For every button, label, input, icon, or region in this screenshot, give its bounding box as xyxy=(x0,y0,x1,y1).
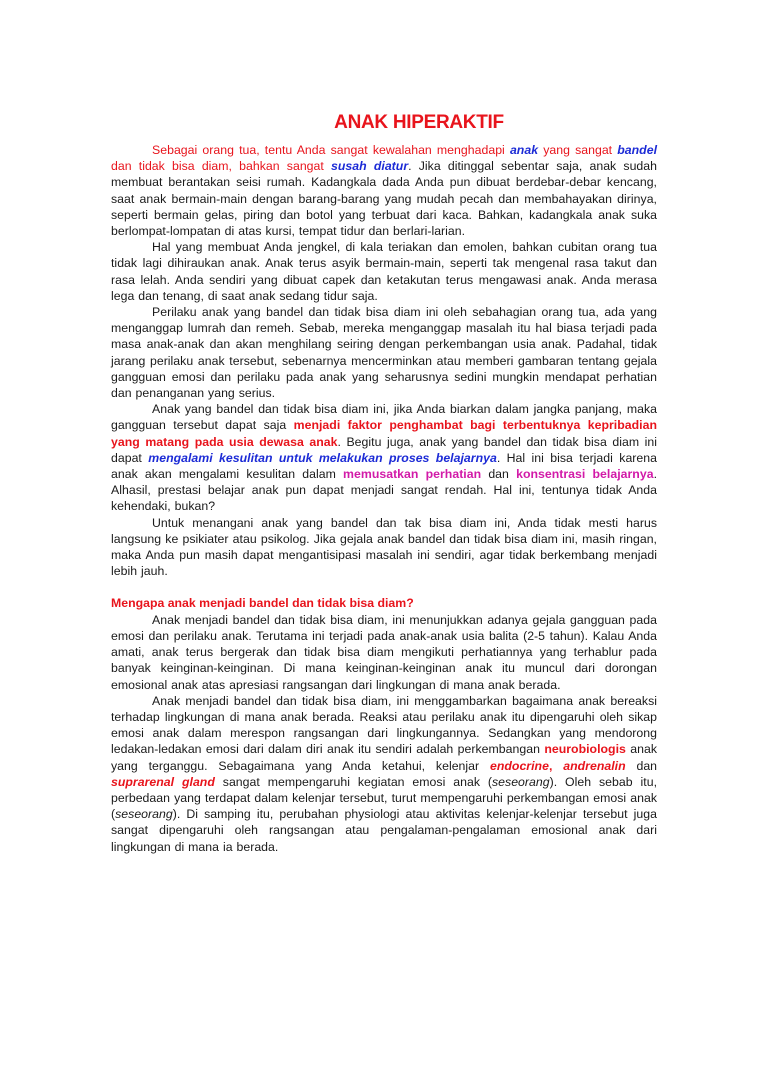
paragraph-6: Anak menjadi bandel dan tidak bisa diam, ini menunjukkan adanya gejala gangguan pada emosi dan perilaku anak. Terutama ini terjadi pada anak-anak usia balita (2-5 tahun). Kalau Anda amati, anak terus bergerak dan tidak bisa diam mengikuti perhatiannya yang terhablur pada banyak keinginan-keinginan. Di mana keinginan-keinginan anak itu muncul dari dorongan emosional anak atas apresiasi rangsangan dari lingkungan di mana anak berada. xyxy=(111,612,657,692)
paragraph-1: Sebagai orang tua, tentu Anda sangat kewalahan menghadapi anak yang sangat bandel dan tidak bisa diam, bahkan sangat susah diatur. Jika ditinggal sebentar saja, anak sudah membuat berantakan seisi rumah. Kadangkala dada Anda pun dibuat berdebar-debar kencang, saat anak bermain-main dengan barang-barang yang mudah pecah dan membahayakan dirinya, seperti bermain gelas, piring dan botol yang terbuat dari kaca. Bahkan, kadangkala anak suka berlompat-lompatan di atas kursi, tempat tidur dan berlari-larian. xyxy=(111,143,658,239)
document-page xyxy=(111,112,657,855)
paragraph-5: Untuk menangani anak yang bandel dan tak bisa diam ini, Anda tidak mesti harus langsung ke psikiater atau psikolog. Jika gejala anak bandel dan tidak bisa diam ini, masih ringan, maka Anda pun masih dapat mengantisipasi masalah ini sendiri, agar tidak berkembang menjadi lebih jauh. xyxy=(111,515,657,579)
paragraph-2: Hal yang membuat Anda jengkel, di kala teriakan dan emolen, bahkan cubitan orang tua tidak lagi dihiraukan anak. Anak terus asyik bermain-main, seperti tak mengenal rasa takut dan rasa lelah. Anda sendiri yang dibuat capek dan ketakutan terus mengawasi anak. Anda merasa lega dan tenang, di saat anak sedang tidur saja. xyxy=(111,240,657,303)
paragraph-7: Anak menjadi bandel dan tidak bisa diam, ini menggambarkan bagaimana anak bereaksi terhadap lingkungan di mana anak berada. Reaksi atau perilaku anak itu dipengaruhi oleh sikap emosi anak dalam merespon rangsangan dari lingkungannya. Sedangkan yang mendorong ledakan-ledakan emosi dari dalam diri anak itu sendiri adalah perkembangan neurobiologis anak yang terganggu. Sebagaimana yang Anda ketahui, kelenjar endocrine, andrenalin dan suprarenal gland sangat mempengaruhi kegiatan emosi anak (seseorang). Oleh sebab itu, perbedaan yang terdapat dalam kelenjar tersebut, turut mempengaruhi perkembangan emosi anak (seseorang). Di samping itu, perubahan physiologi atau aktivitas kelenjar-kelenjar tersebut juga sangat dipengaruhi oleh rangsangan atau pengalaman-pengalaman emosional anak dari lingkungan di mana ia berada. xyxy=(111,693,658,854)
paragraph-3: Perilaku anak yang bandel dan tidak bisa diam ini oleh sebahagian orang tua, ada yang menganggap lumrah dan remeh. Sebab, mereka menganggap masalah itu hal biasa terjadi pada masa anak-anak dan akan menghilang seiring dengan perkembangan usia anak. Padahal, tidak jarang perilaku anak tersebut, sebenarnya mencerminkan atau memberi gambaran tentang gejala gangguan emosi dan perilaku pada anak yang seharusnya sedini mungkin mendapat perhatian dan penanganan yang serius. xyxy=(111,305,657,401)
document-title: ANAK HIPERAKTIF xyxy=(334,112,504,133)
paragraph-4: Anak yang bandel dan tidak bisa diam ini, jika Anda biarkan dalam jangka panjang, maka gangguan tersebut dapat saja menjadi faktor penghambat bagi terbentuknya kepribadian yang matang pada usia dewasa anak. Begitu juga, anak yang bandel dan tidak bisa diam ini dapat mengalami kesulitan untuk melakukan proses belajarnya. Hal ini bisa terjadi karena anak akan mengalami kesulitan dalam memusatkan perhatian dan konsentrasi belajarnya. Alhasil, prestasi belajar anak pun dapat menjadi sangat rendah. Hal ini, tentunya tidak Anda kehendaki, bukan? xyxy=(111,402,657,514)
section-heading: Mengapa anak menjadi bandel dan tidak bisa diam? xyxy=(111,596,414,611)
